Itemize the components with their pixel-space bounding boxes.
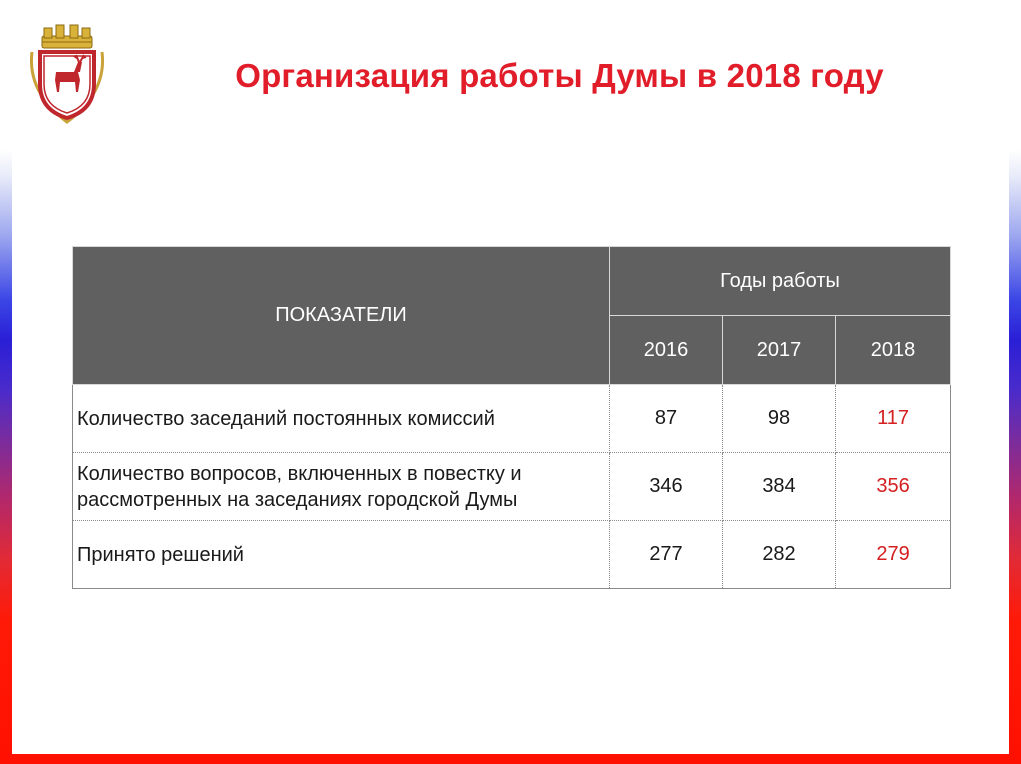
statistics-table [72,246,951,589]
years-group-header: Годы работы [610,247,951,316]
value-2018: 279 [836,521,951,589]
crown-icon [42,25,92,48]
value-2016: 87 [610,385,723,453]
row-label: Количество вопросов, включенных в повестку и рассмотренных на заседаниях городской Думы [73,453,610,521]
value-2016: 346 [610,453,723,521]
table-row [73,385,951,453]
year-header-2017: 2017 [723,316,836,385]
row-label: Количество заседаний постоянных комиссий [73,385,610,453]
value-2018: 117 [836,385,951,453]
value-2018: 356 [836,453,951,521]
slide [12,12,1009,754]
metric-column-header: ПОКАЗАТЕЛИ [73,247,610,385]
value-2017: 282 [723,521,836,589]
value-2017: 384 [723,453,836,521]
table-row [73,521,951,589]
value-2017: 98 [723,385,836,453]
year-header-2016: 2016 [610,316,723,385]
value-2016: 277 [610,521,723,589]
row-label: Принято решений [73,521,610,589]
page-title: Организация работы Думы в 2018 году [235,57,884,94]
table-row [73,453,951,521]
coat-of-arms-icon [22,22,112,124]
year-header-2018: 2018 [836,316,951,385]
table-header-row [73,247,951,316]
